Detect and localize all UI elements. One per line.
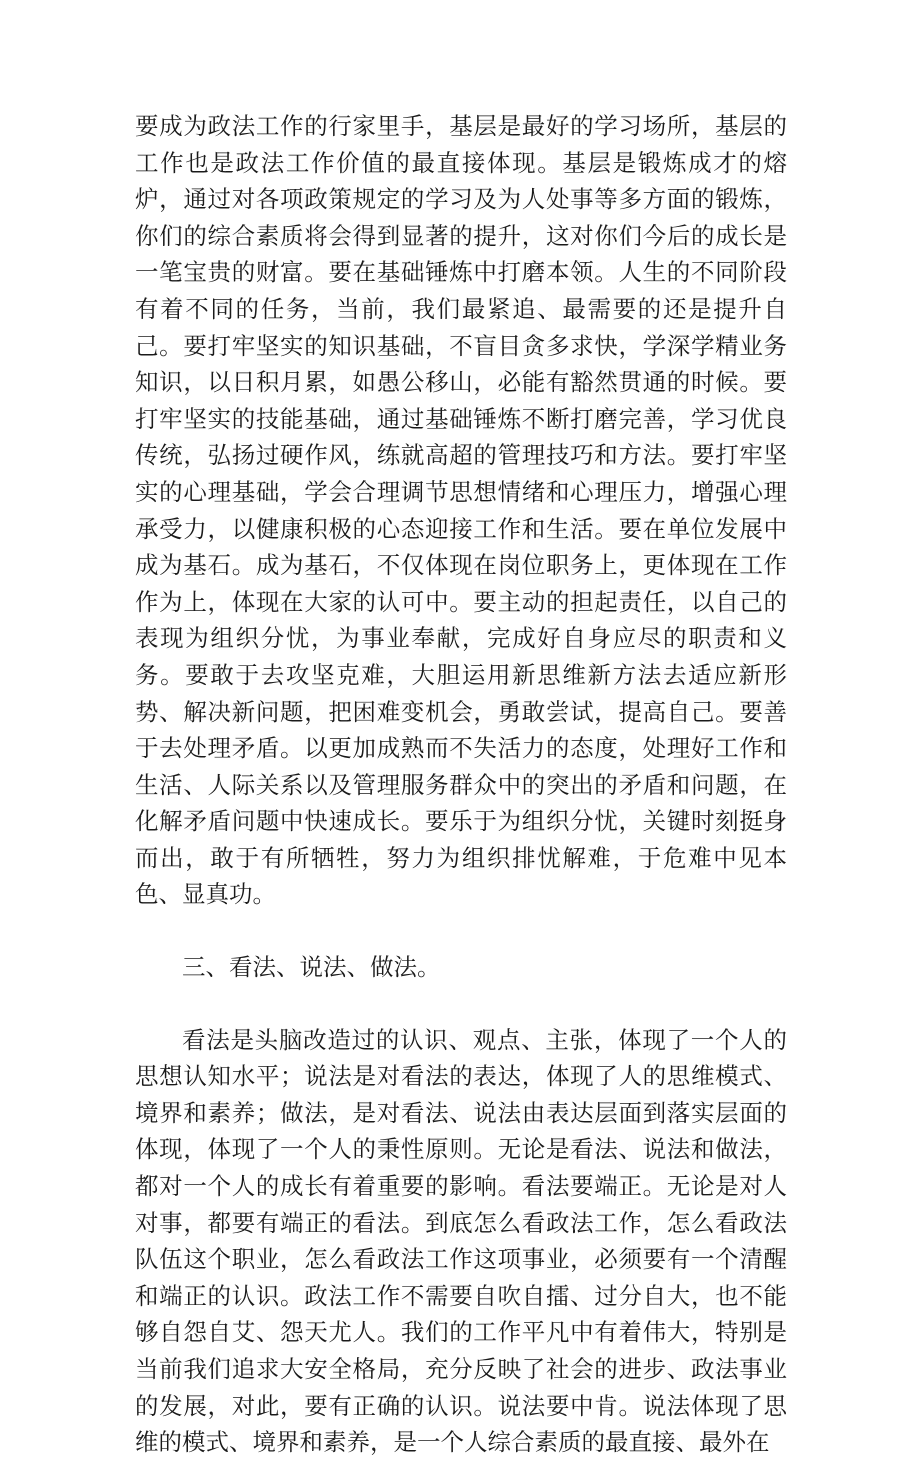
section-heading: 三、看法、说法、做法。 <box>182 953 441 982</box>
body-paragraph: 看法是头脑改造过的认识、观点、主张，体现了一个人的思想认知水平；说法是对看法的表达，体现了人的思维模式、境界和素养；做法，是对看法、说法由表达层面到落实层面的体现，体现了一个人的秉性原则。无论是看法、说法和做法，都对一个人的成长有着重要的影响。看法要端正。无论是对人对事，都要有端正的看法。到底怎么看政法工作，怎么看政法队伍这个职业，怎么看政法工作这项事业，必须要有一个清醒和端正的认识。政法工作不需要自吹自擂、过分自大，也不能够自怨自艾、怨天尤人。我们的工作平凡中有着伟大，特别是当前我们追求大安全格局，充分反映了社会的进步、政法事业的发展，对此，要有正确的认识。说法要中肯。说法体现了思维的模式、境界和素养，是一个人综合素质的最直接、最外在 <box>135 1025 787 1457</box>
document-body <box>135 108 787 1461</box>
body-paragraph: 要成为政法工作的行家里手，基层是最好的学习场所，基层的工作也是政法工作价值的最直接体现。基层是锻炼成才的熔炉，通过对各项政策规定的学习及为人处事等多方面的锻炼，你们的综合素质将会得到显著的提升，这对你们今后的成长是一笔宝贵的财富。要在基础锤炼中打磨本领。人生的不同阶段有着不同的任务，当前，我们最紧追、最需要的还是提升自己。要打牢坚实的知识基础，不盲目贪多求快，学深学精业务知识，以日积月累，如愚公移山，必能有豁然贯通的时候。要打牢坚实的技能基础，通过基础锤炼不断打磨完善，学习优良传统，弘扬过硬作风，练就高超的管理技巧和方法。要打牢坚实的心理基础，学会合理调节思想情绪和心理压力，增强心理承受力，以健康积极的心态迎接工作和生活。要在单位发展中成为基石。成为基石，不仅体现在岗位职务上，更体现在工作作为上，体现在大家的认可中。要主动的担起责任，以自己的表现为组织分忧，为事业奉献，完成好自身应尽的职责和义务。要敢于去攻坚克难，大胆运用新思维新方法去适应新形势、解决新问题，把困难变机会，勇敢尝试，提高自己。要善于去处理矛盾。以更加成熟而不失活力的态度，处理好工作和生活、人际关系以及管理服务群众中的突出的矛盾和问题，在化解矛盾问题中快速成长。要乐于为组织分忧，关键时刻挺身而出，敢于有所牺牲，努力为组织排忧解难，于危难中见本色、显真功。 <box>135 112 787 909</box>
paragraph-spacer <box>135 986 787 1022</box>
paragraph-spacer <box>135 913 787 949</box>
